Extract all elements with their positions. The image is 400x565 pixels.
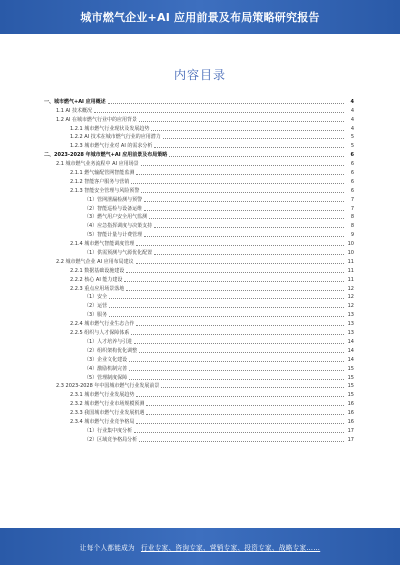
toc-entry-page: 15 bbox=[347, 383, 354, 390]
toc-entry[interactable] bbox=[44, 185, 354, 194]
toc-entry-page: 16 bbox=[347, 418, 354, 425]
toc-entry-label: 1.1 AI 技术概况 bbox=[56, 107, 93, 114]
toc-entry[interactable] bbox=[44, 176, 354, 185]
toc-entry[interactable] bbox=[44, 229, 354, 238]
toc-entry-label: 2.1.2 智能客户服务与营销 bbox=[70, 178, 130, 185]
toc-entry-label: （1）人才培养与引进 bbox=[84, 338, 133, 345]
toc-leader-dots bbox=[144, 206, 344, 211]
toc-entry-page: 11 bbox=[347, 267, 354, 274]
toc-entry-label: 2.2.5 组织与人才保障体系 bbox=[70, 330, 130, 337]
toc-entry-label: （3）服务 bbox=[84, 312, 108, 319]
toc-entry-page: 5 bbox=[350, 134, 354, 141]
toc-entry-label: （2）区域竞争格局分析 bbox=[84, 436, 138, 443]
toc-entry-page: 12 bbox=[347, 285, 354, 292]
toc-leader-dots bbox=[134, 428, 344, 433]
toc-entry-label: 2.3.1 城市燃气行业发展趋势 bbox=[70, 392, 135, 399]
toc-entry-page: 15 bbox=[347, 365, 354, 372]
toc-entry-page: 6 bbox=[350, 178, 354, 185]
toc-leader-dots bbox=[136, 170, 344, 175]
toc-entry-page: 11 bbox=[347, 258, 354, 265]
toc-leader-dots bbox=[134, 339, 344, 344]
toc-entry-page: 5 bbox=[350, 143, 354, 150]
toc-entry-label: 2.2.2 核心 AI 能力建设 bbox=[70, 276, 123, 283]
toc-leader-dots bbox=[146, 401, 344, 406]
toc-leader-dots bbox=[154, 143, 344, 148]
toc-entry[interactable] bbox=[44, 123, 354, 132]
toc-entry[interactable] bbox=[44, 292, 354, 301]
toc-entry[interactable] bbox=[44, 416, 354, 425]
toc-entry-label: （1）行业集中度分析 bbox=[84, 427, 133, 434]
toc-entry-page: 17 bbox=[347, 427, 354, 434]
toc-leader-dots bbox=[131, 330, 344, 335]
toc-entry[interactable] bbox=[44, 158, 354, 167]
toc-entry-page: 15 bbox=[347, 392, 354, 399]
toc-entry-page: 14 bbox=[347, 356, 354, 363]
toc-entry-page: 9 bbox=[350, 232, 354, 239]
toc-entry[interactable] bbox=[44, 167, 354, 176]
toc-entry[interactable] bbox=[44, 327, 354, 336]
toc-entry-label: 1.2.2 AI 技术在城市燃气行业的应用潜力 bbox=[70, 134, 161, 141]
toc-entry-label: （5）管理制度保障 bbox=[84, 374, 128, 381]
toc-entry-page: 4 bbox=[350, 98, 354, 105]
toc-entry[interactable] bbox=[44, 345, 354, 354]
toc-entry[interactable] bbox=[44, 354, 354, 363]
toc-entry[interactable] bbox=[44, 149, 354, 158]
toc-entry-page: 10 bbox=[347, 250, 354, 257]
toc-entry[interactable] bbox=[44, 140, 354, 149]
toc-entry-page: 13 bbox=[347, 312, 354, 319]
toc-entry-page: 6 bbox=[350, 187, 354, 194]
toc-entry[interactable] bbox=[44, 203, 354, 212]
toc-entry-page: 4 bbox=[350, 116, 354, 123]
toc-entry[interactable] bbox=[44, 389, 354, 398]
toc-leader-dots bbox=[154, 223, 344, 228]
toc-entry-label: （5）智能计量与计费管理 bbox=[84, 232, 143, 239]
toc-entry-page: 8 bbox=[350, 214, 354, 221]
toc-leader-dots bbox=[144, 232, 344, 237]
footer-slogan bbox=[80, 542, 320, 552]
toc-entry[interactable] bbox=[44, 363, 354, 372]
toc-entry-label: 1.2 AI 在城市燃气行业中的应用背景 bbox=[56, 116, 138, 123]
toc-leader-dots bbox=[109, 303, 344, 308]
toc-leader-dots bbox=[141, 161, 344, 166]
toc-entry-label: 2.3.4 城市燃气行业竞争格局 bbox=[70, 418, 135, 425]
toc-entry-page: 6 bbox=[350, 170, 354, 177]
toc-leader-dots bbox=[136, 321, 344, 326]
toc-leader-dots bbox=[124, 277, 344, 282]
toc-leader-dots bbox=[109, 294, 344, 299]
toc-entry-page: 14 bbox=[347, 338, 354, 345]
toc-entry[interactable] bbox=[44, 274, 354, 283]
toc-entry-page: 8 bbox=[350, 223, 354, 230]
table-of-contents bbox=[44, 96, 354, 443]
toc-entry-page: 14 bbox=[347, 347, 354, 354]
toc-leader-dots bbox=[131, 179, 344, 184]
toc-entry-page: 6 bbox=[350, 152, 354, 159]
toc-entry[interactable] bbox=[44, 283, 354, 292]
toc-entry-page: 11 bbox=[347, 276, 354, 283]
toc-leader-dots bbox=[94, 108, 344, 113]
toc-entry-label: 1.2.1 城市燃气行业现状及发展趋势 bbox=[70, 125, 150, 132]
toc-entry[interactable] bbox=[44, 96, 354, 105]
toc-entry[interactable] bbox=[44, 212, 354, 221]
toc-entry-label: （4）激励机制完善 bbox=[84, 365, 128, 372]
toc-entry-label: （3）燃气用户安全用气监测 bbox=[84, 214, 148, 221]
toc-entry-page: 6 bbox=[350, 161, 354, 168]
toc-entry-label: （2）组织架构优化调整 bbox=[84, 347, 138, 354]
toc-leader-dots bbox=[141, 188, 344, 193]
toc-entry-page: 4 bbox=[350, 107, 354, 114]
footer-lead: 让每个人都能成为 bbox=[79, 543, 135, 552]
toc-entry[interactable] bbox=[44, 132, 354, 141]
toc-heading: 内容目录 bbox=[173, 68, 226, 82]
toc-entry[interactable] bbox=[44, 372, 354, 381]
toc-entry[interactable] bbox=[44, 309, 354, 318]
toc-entry-label: （1）管网泄漏检测与预警 bbox=[84, 196, 143, 203]
toc-entry[interactable] bbox=[44, 265, 354, 274]
toc-entry[interactable] bbox=[44, 114, 354, 123]
toc-leader-dots bbox=[129, 357, 344, 362]
toc-entry[interactable] bbox=[44, 398, 354, 407]
toc-leader-dots bbox=[109, 312, 344, 317]
toc-entry-page: 16 bbox=[347, 401, 354, 408]
toc-entry-label: （1）供需预测与气源优化配置 bbox=[84, 250, 153, 257]
toc-entry[interactable] bbox=[44, 318, 354, 327]
toc-entry[interactable] bbox=[44, 256, 354, 265]
toc-entry-label: 1.2.3 城市燃气行业对 AI 的需求分析 bbox=[70, 143, 153, 150]
toc-leader-dots bbox=[126, 268, 344, 273]
toc-entry[interactable] bbox=[44, 336, 354, 345]
toc-entry-label: 2.1.1 燃气输配管网智能监测 bbox=[70, 170, 135, 177]
toc-entry[interactable] bbox=[44, 220, 354, 229]
toc-leader-dots bbox=[129, 375, 344, 380]
toc-entry[interactable] bbox=[44, 238, 354, 247]
toc-leader-dots bbox=[136, 419, 344, 424]
toc-entry-page: 4 bbox=[350, 125, 354, 132]
toc-entry-label: （1）安全 bbox=[84, 294, 108, 301]
toc-leader-dots bbox=[154, 250, 344, 255]
toc-entry[interactable] bbox=[44, 425, 354, 434]
toc-leader-dots bbox=[169, 152, 344, 157]
toc-entry[interactable] bbox=[44, 194, 354, 203]
toc-entry-page: 12 bbox=[347, 294, 354, 301]
toc-entry-label: 2.2.3 重点应用场景落地 bbox=[70, 285, 125, 292]
toc-leader-dots bbox=[151, 126, 344, 131]
toc-leader-dots bbox=[126, 286, 344, 291]
toc-entry[interactable] bbox=[44, 247, 354, 256]
report-title: 城市燃气企业+AI 应用前景及布局策略研究报告 bbox=[80, 11, 320, 24]
toc-entry-page: 10 bbox=[347, 241, 354, 248]
toc-entry-label: 2.3.2 城市燃气行业市场规模预测 bbox=[70, 401, 145, 408]
toc-leader-dots bbox=[136, 259, 344, 264]
toc-leader-dots bbox=[136, 392, 344, 397]
toc-entry-label: 二、2023-2028 年城市燃气+AI 应用前景及布局策略 bbox=[44, 152, 168, 159]
toc-leader-dots bbox=[139, 348, 344, 353]
toc-entry-label: 2.3 2023-2028 年中国城市燃气行业发展前景 bbox=[56, 383, 160, 390]
toc-leader-dots bbox=[144, 197, 344, 202]
toc-leader-dots bbox=[139, 117, 344, 122]
toc-leader-dots bbox=[136, 241, 344, 246]
toc-leader-dots bbox=[129, 366, 344, 371]
toc-entry[interactable] bbox=[44, 300, 354, 309]
toc-leader-dots bbox=[146, 410, 344, 415]
toc-entry-label: （2）运营 bbox=[84, 303, 108, 310]
toc-entry-label: 2.1 城市燃气业务流程中 AI 应用场景 bbox=[56, 161, 139, 168]
toc-entry-page: 7 bbox=[350, 196, 354, 203]
toc-entry[interactable] bbox=[44, 434, 354, 443]
toc-leader-dots bbox=[163, 134, 344, 139]
toc-entry-label: 2.1.3 智能安全管理与风险预警 bbox=[70, 187, 140, 194]
toc-leader-dots bbox=[108, 99, 344, 104]
toc-entry-label: 2.1.4 城市燃气智能调度管理 bbox=[70, 241, 135, 248]
footer-banner bbox=[0, 528, 400, 565]
toc-entry-label: （2）智能巡检与设备运维 bbox=[84, 205, 143, 212]
toc-entry-page: 16 bbox=[347, 410, 354, 417]
toc-entry[interactable] bbox=[44, 381, 354, 390]
toc-entry-page: 15 bbox=[347, 374, 354, 381]
toc-leader-dots bbox=[161, 383, 344, 388]
toc-entry-page: 13 bbox=[347, 330, 354, 337]
toc-entry-label: 2.2.4 城市燃气行业生态合作 bbox=[70, 321, 135, 328]
toc-entry-page: 13 bbox=[347, 321, 354, 328]
toc-entry[interactable] bbox=[44, 105, 354, 114]
toc-entry[interactable] bbox=[44, 407, 354, 416]
footer-roles-link[interactable]: 行业专家、咨询专家、营销专家、投资专家、战略专家…… bbox=[140, 543, 321, 552]
toc-entry-page: 12 bbox=[347, 303, 354, 310]
toc-entry-label: 2.3.3 我国城市燃气行业发展机遇 bbox=[70, 410, 145, 417]
toc-entry-label: 2.2.1 数据基础设施建设 bbox=[70, 267, 125, 274]
toc-entry-label: （4）应急指挥调度与决策支持 bbox=[84, 223, 153, 230]
toc-leader-dots bbox=[139, 437, 344, 442]
toc-leader-dots bbox=[149, 214, 344, 219]
toc-entry-label: 一、城市燃气+AI 应用概述 bbox=[44, 98, 106, 105]
toc-entry-page: 17 bbox=[347, 436, 354, 443]
toc-entry-label: 2.2 城市燃气企业 AI 应用布局建议 bbox=[56, 258, 134, 265]
toc-entry-label: （3）企业文化建设 bbox=[84, 356, 128, 363]
header-banner bbox=[0, 0, 400, 34]
toc-entry-page: 7 bbox=[350, 205, 354, 212]
